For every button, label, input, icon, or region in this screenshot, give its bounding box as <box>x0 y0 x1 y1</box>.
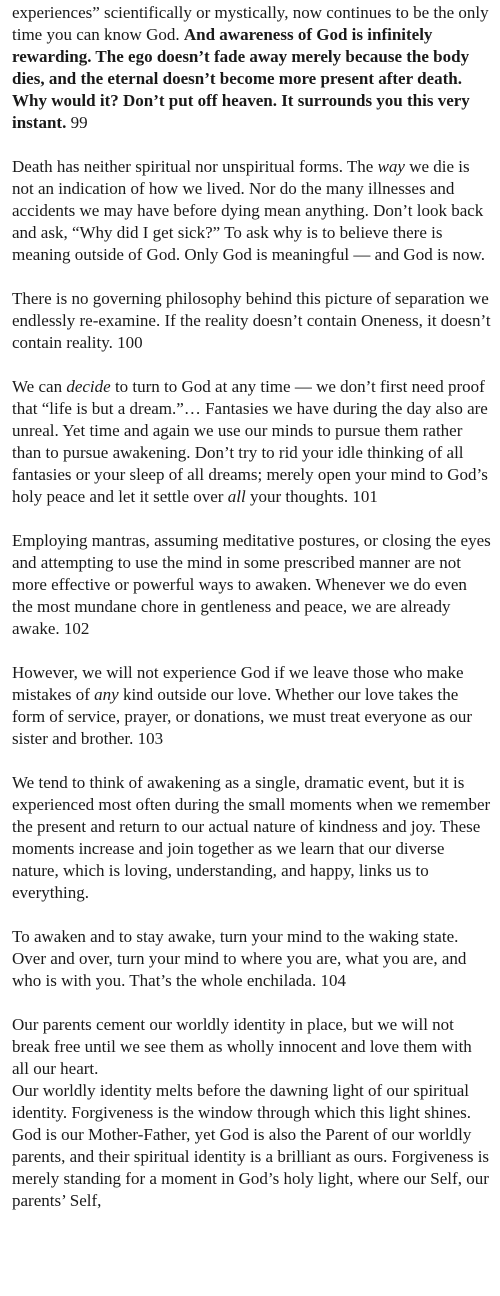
paragraph-3 <box>12 288 491 354</box>
paragraph-7-text: We tend to think of awakening as a single, dramatic event, but it is experienced most often during the small moments when we remember the present and return to our actual nature of kindness and joy. These moments increase and join together as we learn that our diverse nature, which is loving, understanding, and happy, links us to everything. <box>12 773 491 902</box>
paragraph-4-italic-word: decide <box>66 377 111 396</box>
paragraph-5-text: Employing mantras, assuming meditative postures, or closing the eyes and attempting to use the mind in some prescribed manner are not more effective or powerful ways to awaken. Whenever we do even the most mundane chore in gentleness and peace, we are already awake. 102 <box>12 531 491 638</box>
paragraph-2-italic-word: way <box>377 157 405 176</box>
paragraph-10-text: Our worldly identity melts before the dawning light of our spiritual identity. Forgiveness is the window through which this light shines. God is our Mother-Father, yet God is also the Parent of our worldly parents, and their spiritual identity is a brilliant as ours. Forgiveness is merely standing for a moment in God’s holy light, where our Self, our parents’ Self, <box>12 1081 490 1210</box>
paragraph-5 <box>12 530 491 640</box>
paragraph-4-text: We can <box>12 377 67 396</box>
paragraph-1 <box>12 2 491 134</box>
paragraph-8 <box>12 926 491 992</box>
paragraph-10 <box>12 1080 491 1212</box>
paragraph-9-text: Our parents cement our worldly identity in place, but we will not break free until we see them as wholly innocent and love them with all our heart. <box>12 1015 472 1078</box>
paragraph-2-text: Death has neither spiritual nor unspiritual forms. The <box>12 157 378 176</box>
paragraph-2-text-cont: we die is not an indication of how we lived. Nor do the many illnesses and accidents we may have before dying mean anything. Don’t look back and ask, “Why did I get sick?” To ask why is to believe there is meaning outside of God. Only God is meaningful — and God is now. <box>12 157 485 264</box>
paragraph-8-text: To awaken and to stay awake, turn your mind to the waking state. Over and over, turn your mind to where you are, what you are, and who is with you. That’s the whole enchilada. 104 <box>12 927 467 990</box>
paragraph-9 <box>12 1014 491 1080</box>
paragraph-7 <box>12 772 491 904</box>
paragraph-1-text: experiences” scientifically or mystically, now continues to be the only time you can know God. <box>12 3 489 44</box>
paragraph-3-text: There is no governing philosophy behind this picture of separation we endlessly re-examine. If the reality doesn’t contain Oneness, it doesn’t contain reality. 100 <box>12 289 491 352</box>
paragraph-1-bold-text: And awareness of God is infinitely rewarding. The ego doesn’t fade away merely because the body dies, and the eternal doesn’t become more present after death. Why would it? Don’t put off heaven. It surrounds you this very instant. <box>12 25 470 132</box>
paragraph-2 <box>12 156 491 266</box>
paragraph-4 <box>12 376 491 508</box>
paragraph-6 <box>12 662 491 750</box>
paragraph-4-text-end: your thoughts. 101 <box>245 487 378 506</box>
paragraph-6-italic-word: any <box>94 685 119 704</box>
paragraph-1-page-ref: 99 <box>66 113 88 132</box>
paragraph-6-text-cont: kind outside our love. Whether our love takes the form of service, prayer, or donations, we must treat everyone as our sister and brother. 103 <box>12 685 473 748</box>
paragraph-6-text: However, we will not experience God if we leave those who make mistakes of <box>12 663 464 704</box>
paragraph-4-italic-word-2: all <box>227 487 246 506</box>
paragraph-4-text-cont: to turn to God at any time — we don’t first need proof that “life is but a dream.”… Fantasies we have during the day also are unreal. Yet time and again we use our minds to pursue them rather than to pursue awakening. Don’t try to rid your idle thinking of all fantasies or your sleep of all dreams; merely open your mind to God’s holy peace and let it settle over <box>12 377 488 506</box>
